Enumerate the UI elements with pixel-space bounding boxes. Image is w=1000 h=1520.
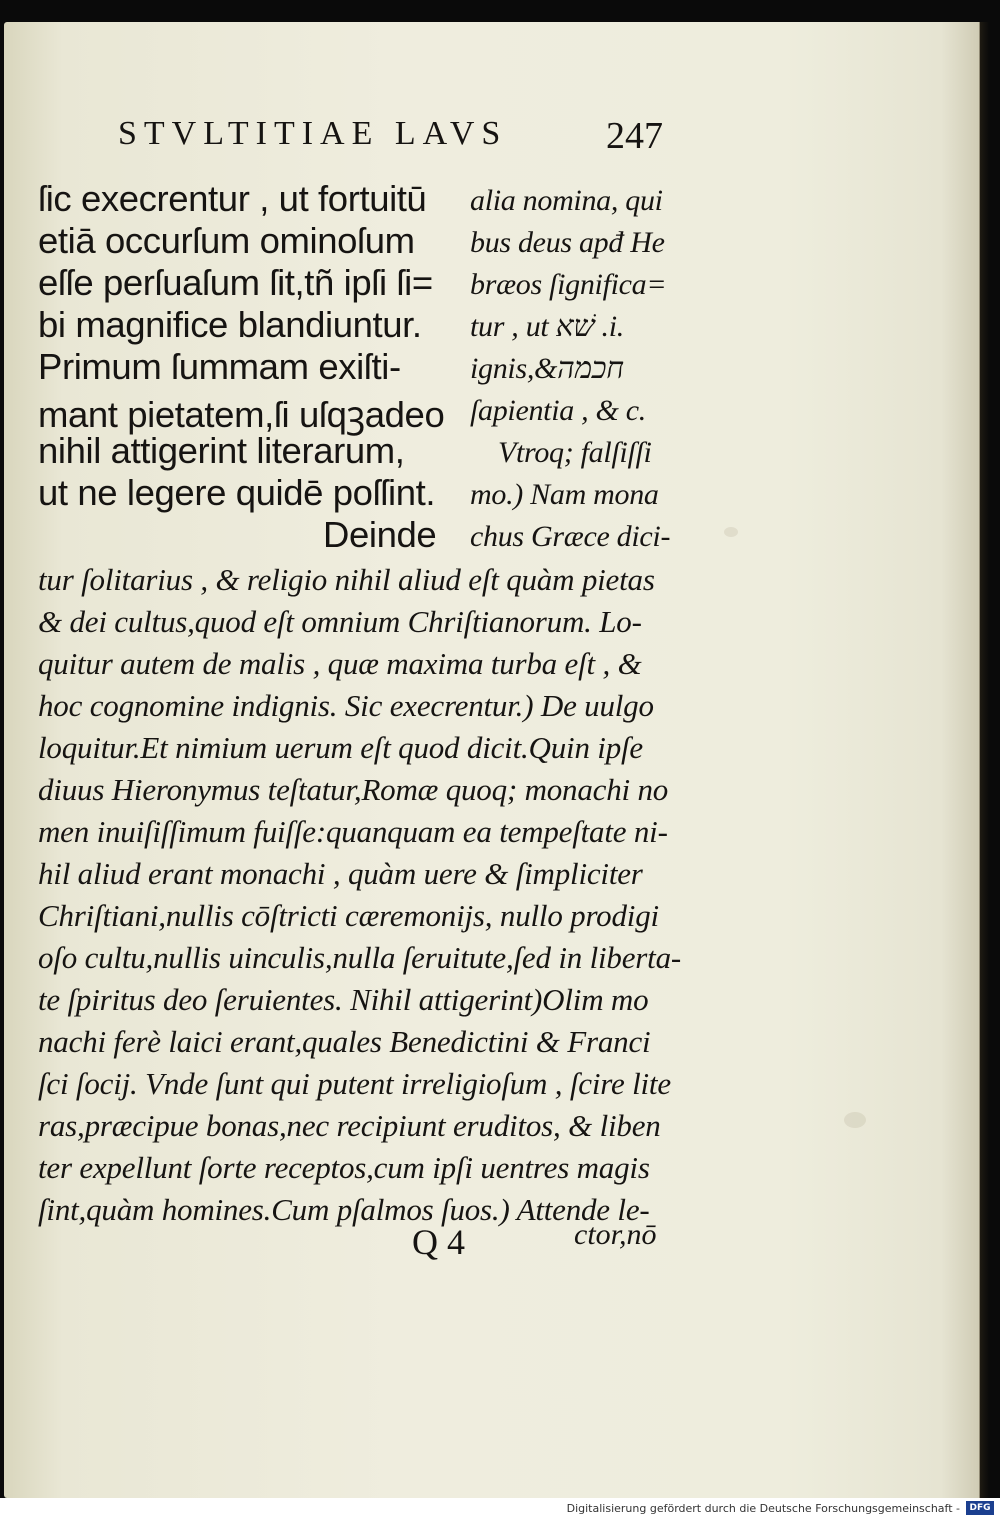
commentary-line: ſint,quàm homines.Cum pſalmos ſuos.) Attende le- — [38, 1192, 650, 1227]
gloss-text-line: bus deus apđ He — [470, 226, 665, 259]
gloss-text-line: mo.) Nam mona — [470, 478, 659, 511]
gloss-text-line: ignis,&חכמה — [470, 352, 624, 385]
gloss-text-line: Vtroq; falſiſſi — [498, 436, 652, 469]
main-text-line: etiā occurſum ominoſum — [38, 220, 415, 261]
commentary-line: ſci ſocij. Vnde ſunt qui putent irreligioſum , ſcire lite — [38, 1066, 671, 1101]
main-text-line: nihil attigerint literarum, — [38, 430, 405, 471]
dfg-logo[interactable]: DFG — [966, 1501, 994, 1515]
commentary-line: nachi ferè laici erant,quales Benedictini & Franci — [38, 1024, 651, 1059]
commentary-line: Chriſtiani,nullis cōſtricti cæremonijs, nullo prodigi — [38, 898, 659, 933]
commentary-line: hoc cognomine indignis. Sic execrentur.) De uulgo — [38, 688, 654, 723]
page-edge-shadow — [979, 22, 989, 1498]
main-text-line: ſic execrentur , ut fortuitū — [38, 178, 427, 219]
main-text-line: Deinde — [323, 514, 437, 555]
commentary-line: diuus Hieronymus teſtatur,Romæ quoq; monachi no — [38, 772, 669, 807]
commentary-line: men inuiſiſſimum fuiſſe:quanquam ea tempeſtate ni- — [38, 814, 668, 849]
commentary-line: oſo cultu,nullis uinculis,nulla ſeruitute,ſed in liberta- — [38, 940, 681, 975]
main-text-line: ut ne legere quidē poſſint. — [38, 472, 436, 513]
gloss-text-line: ſapientia , & c. — [470, 394, 647, 427]
credit-text: Digitalisierung gefördert durch die Deutsche Forschungsgemeinschaft - — [566, 1502, 960, 1515]
gloss-text-line: alia nomina, qui — [470, 184, 663, 217]
commentary-line: quitur autem de malis , quæ maxima turba eſt , & — [38, 646, 642, 681]
main-text-line: eſſe perſuaſum ſit,tñ ipſi ſi= — [38, 262, 433, 303]
gloss-text-line: tur , ut שׁא .i. — [470, 310, 624, 343]
paper-stain — [724, 527, 738, 537]
main-text-line: mant pietatem,ſi uſqꝫadeo — [38, 394, 445, 435]
main-text-line: Primum ſummam exiſti- — [38, 346, 401, 387]
gloss-text-line: bræos ſignifica= — [470, 268, 667, 301]
signature-mark: Q 4 — [412, 1222, 465, 1262]
commentary-line: te ſpiritus deo ſeruientes. Nihil attigerint)Olim mo — [38, 982, 649, 1017]
catchword: ctor,nō — [574, 1218, 657, 1251]
commentary-line: & dei cultus,quod eſt omnium Chriſtianorum. Lo- — [38, 604, 642, 639]
running-title: STVLTITIAE LAVS — [118, 115, 508, 152]
commentary-line: ter expellunt ſorte receptos,cum ipſi uentres magis — [38, 1150, 650, 1185]
commentary-line: loquitur.Et nimium uerum eſt quod dicit.Quin ipſe — [38, 730, 643, 765]
page-number: 247 — [606, 115, 663, 157]
main-text-line: bi magnifice blandiuntur. — [38, 304, 422, 345]
commentary-line: ras,præcipue bonas,nec recipiunt eruditos, & liben — [38, 1108, 661, 1143]
gloss-text-line: chus Græce dici- — [470, 520, 671, 553]
commentary-line: hil aliud erant monachi , quàm uere & ſimpliciter — [38, 856, 643, 891]
credit-bar — [0, 1498, 1000, 1520]
paper-stain — [844, 1112, 866, 1128]
commentary-line: tur ſolitarius , & religio nihil aliud eſt quàm pietas — [38, 562, 655, 597]
